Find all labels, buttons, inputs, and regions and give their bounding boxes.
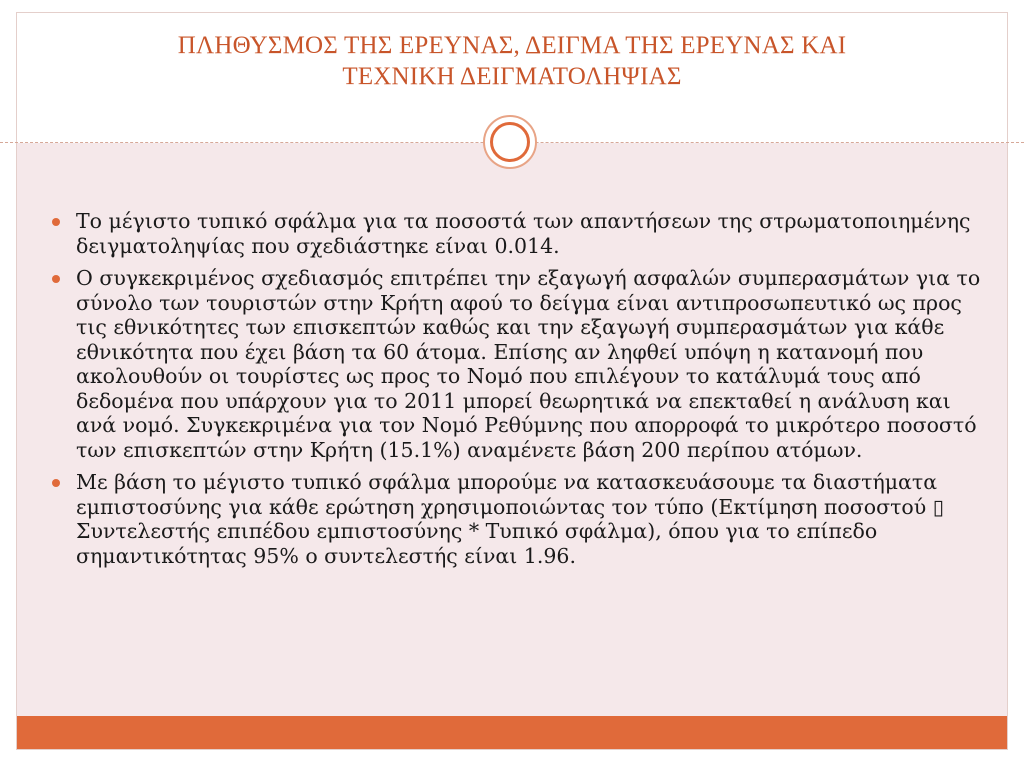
slide-title (40, 30, 984, 92)
bullet-dot-icon (52, 479, 60, 487)
slide-title-line-1: ΠΛΗΘΥΣΜΟΣ ΤΗΣ ΕΡΕΥΝΑΣ, ΔΕΙΓΜΑ ΤΗΣ ΕΡΕΥΝΑΣ ΚΑΙ (177, 32, 847, 59)
bullet-dot-icon (52, 218, 60, 226)
footer-bar (17, 716, 1007, 749)
bullet-list (48, 209, 983, 576)
bullet-dot-icon (52, 275, 60, 283)
bullet-item (48, 266, 983, 462)
bullet-text: Με βάση το μέγιστο τυπικό σφάλμα μπορούμε να κατασκευάσουμε τα διαστήματα εμπιστοσύνης για κάθε ερώτηση χρησιμοποιώντας τον τύπο (Εκτίμηση ποσοστού ▯ Συντελεστής επιπέδου εμπιστοσύνης * Τυπικό σφάλμα), όπου για το επίπεδο σημαντικότητας 95% ο συντελεστής είναι 1.96. (76, 470, 945, 568)
bullet-text: Το μέγιστο τυπικό σφάλμα για τα ποσοστά των απαντήσεων της στρωματοποιημένης δειγματοληψίας που σχεδιάστηκε είναι 0.014. (76, 209, 971, 258)
bullet-item (48, 209, 983, 258)
slide-title-line-2: ΤΕΧΝΙΚΗ ΔΕΙΓΜΑΤΟΛΗΨΙΑΣ (342, 63, 682, 90)
ring-ornament-icon (483, 115, 537, 169)
bullet-item (48, 470, 983, 568)
bullet-text: Ο συγκεκριμένος σχεδιασμός επιτρέπει την εξαγωγή ασφαλών συμπερασμάτων για το σύνολο των τουριστών στην Κρήτη αφού το δείγμα είναι αντιπροσωπευτικό ως προς τις εθνικότητες των επισκεπτών καθώς και την εξαγωγή συμπερασμάτων για κάθε εθνικότητα που έχει βάση τα 60 άτομα. Επίσης αν ληφθεί υπόψη η κατανομή που ακολουθούν οι τουρίστες ως προς το Νομό που επιλέγουν το κατάλυμά τους από δεδομένα που υπάρχουν για το 2011 μπορεί θεωρητικά να επεκταθεί η ανάλυση και ανά νομό. Συγκεκριμένα για τον Νομό Ρεθύμνης που απορροφά το μικρότερο ποσοστό των επισκεπτών στην Κρήτη (15.1%) αναμένετε βάση 200 περίπου ατόμων. (76, 266, 981, 462)
